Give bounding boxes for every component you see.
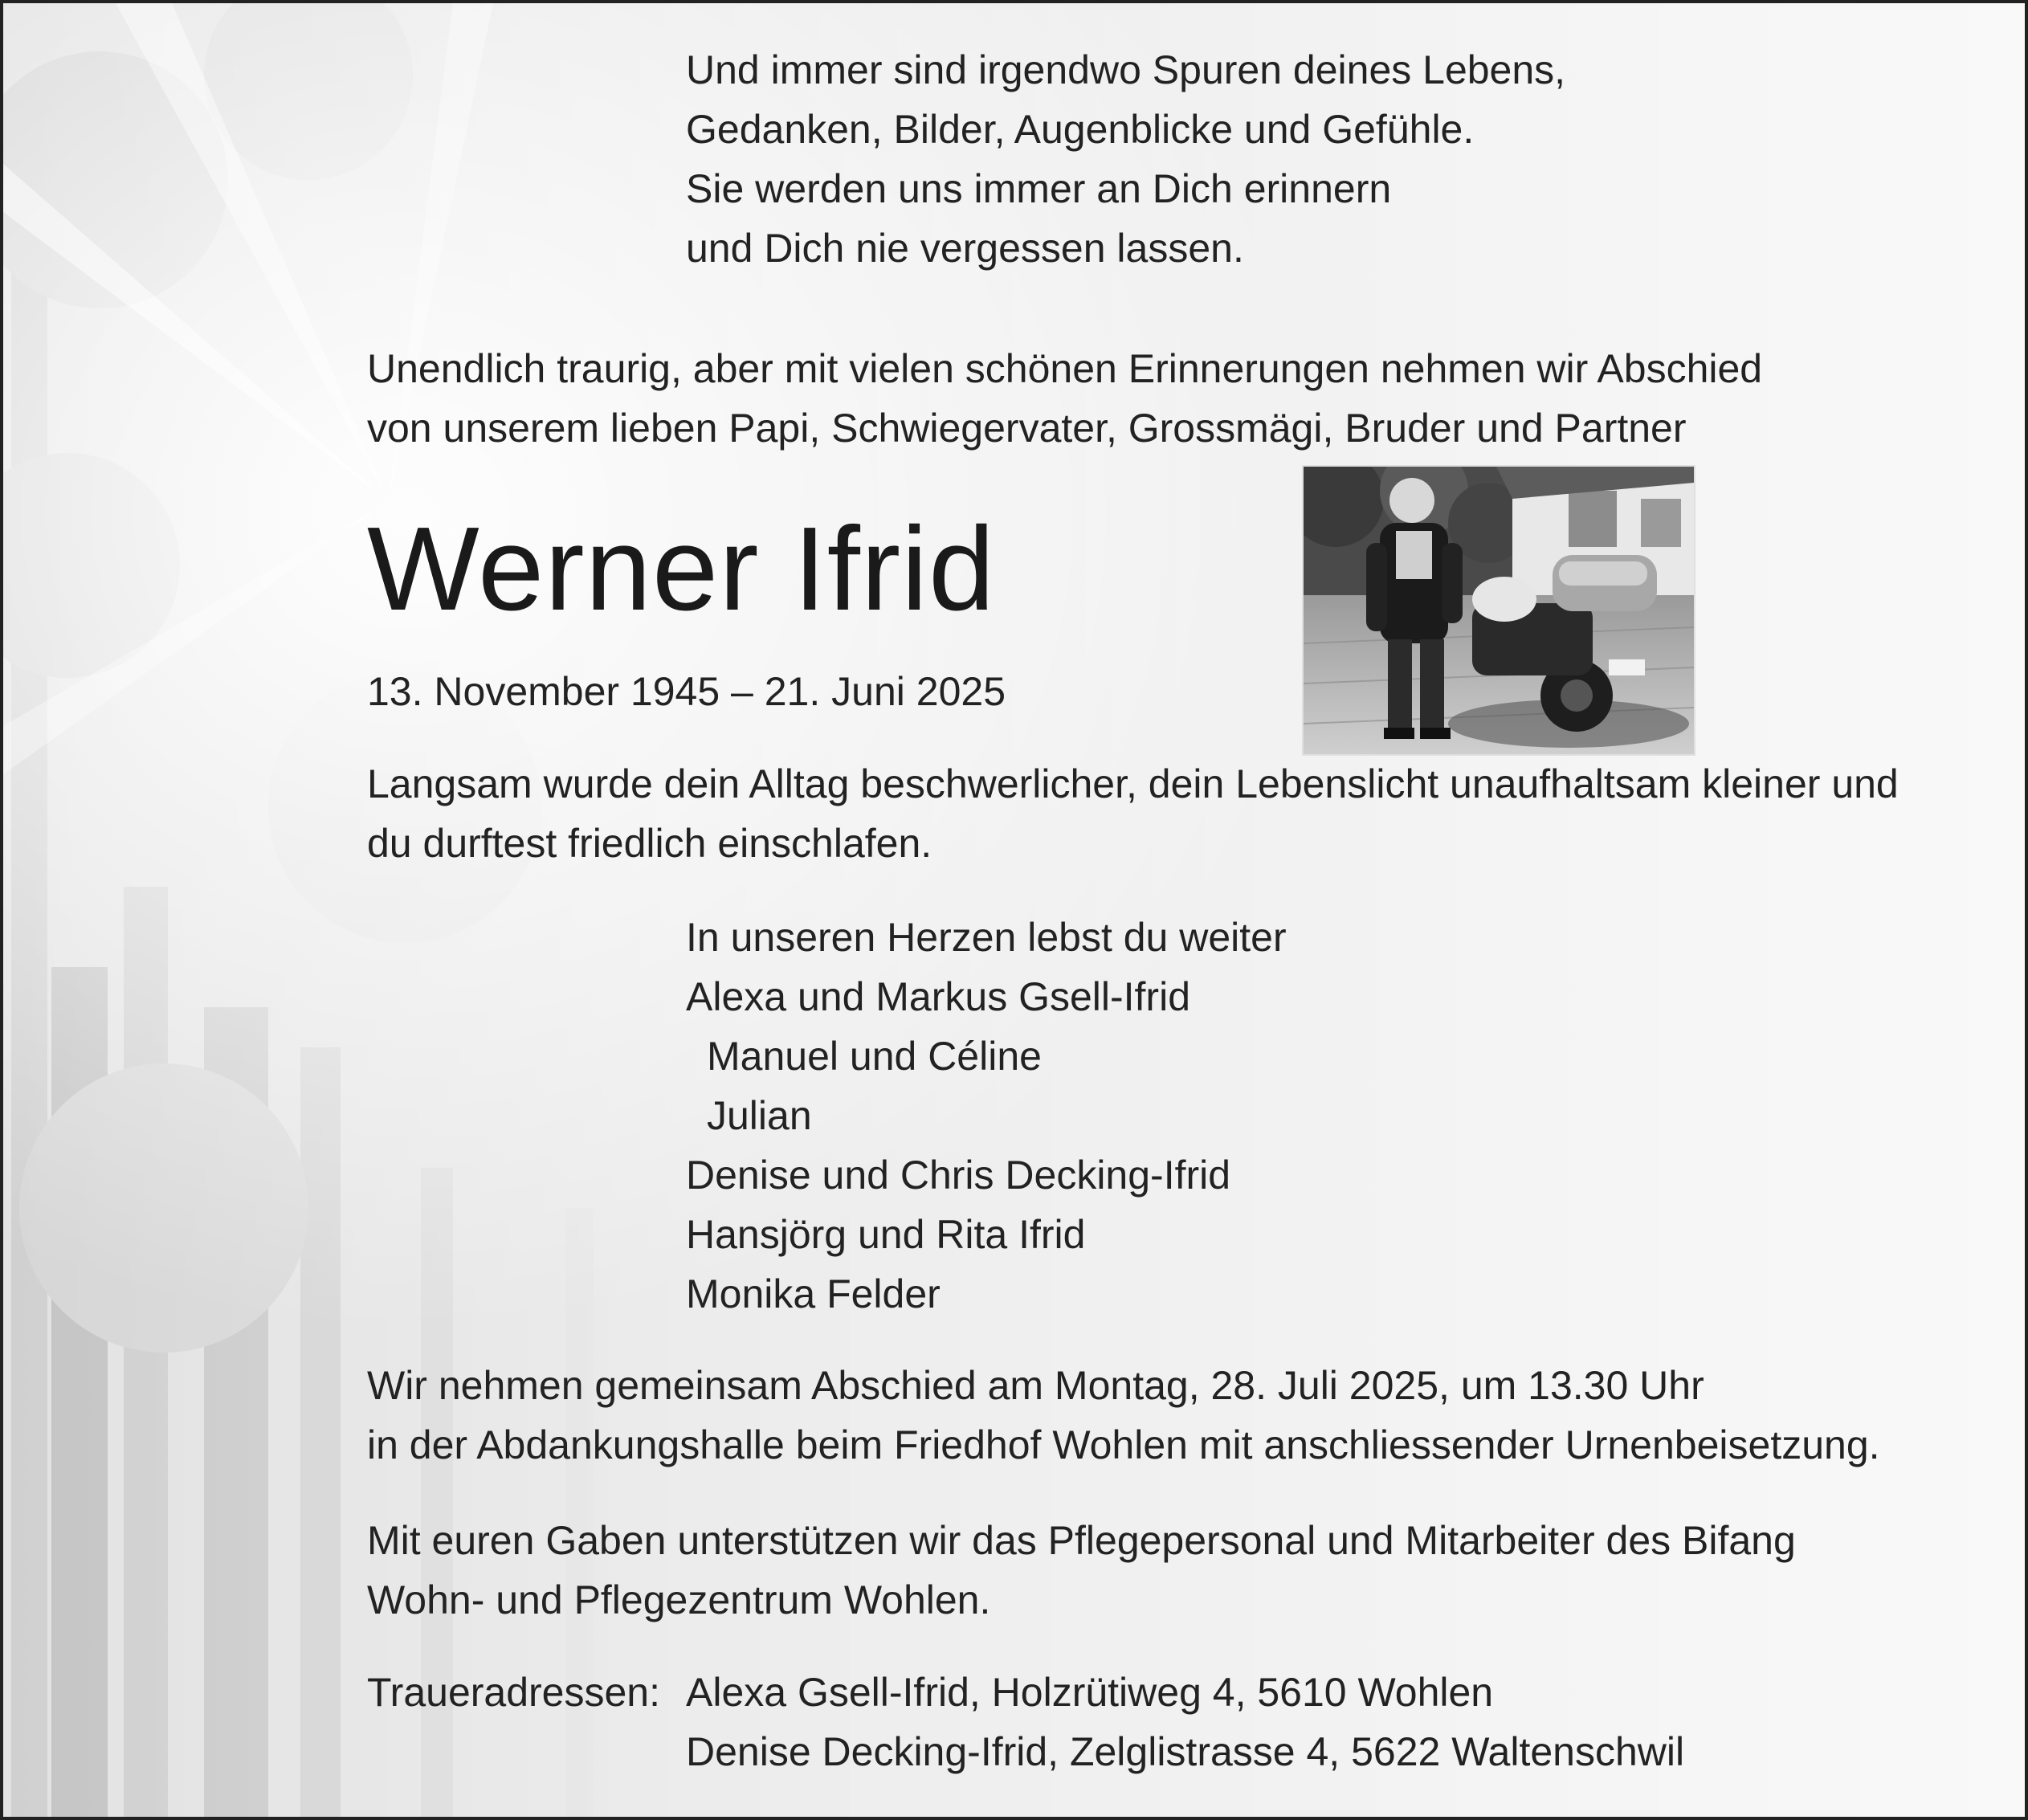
mourner: Manuel und Céline [707, 1034, 1042, 1079]
mourner: Julian [707, 1093, 812, 1138]
deceased-name: Werner Ifrid [367, 503, 996, 635]
mourner: Hansjörg und Rita Ifrid [686, 1212, 1086, 1257]
poem-line: Und immer sind irgendwo Spuren deines Lebens, [686, 47, 1566, 92]
life-dates: 13. November 1945 – 21. Juni 2025 [367, 669, 1006, 714]
mourner: Denise und Chris Decking-Ifrid [686, 1153, 1231, 1198]
ceremony-line: Wir nehmen gemeinsam Abschied am Montag, 28. Juli 2025, um 13.30 Uhr [367, 1363, 1704, 1408]
farewell-line: Langsam wurde dein Alltag beschwerlicher, dein Lebenslicht unaufhaltsam kleiner und [367, 761, 1899, 806]
poem-line: und Dich nie vergessen lassen. [686, 226, 1244, 271]
address-line: Alexa Gsell-Ifrid, Holzrütiweg 4, 5610 Wohlen [686, 1670, 1494, 1715]
donations-line: Mit euren Gaben unterstützen wir das Pflegepersonal und Mitarbeiter des Bifang [367, 1518, 1796, 1563]
poem-line: Sie werden uns immer an Dich erinnern [686, 166, 1392, 211]
poem-line: Gedanken, Bilder, Augenblicke und Gefühle. [686, 107, 1475, 152]
addresses-label: Traueradressen: [367, 1670, 660, 1715]
portrait-photo [1302, 465, 1695, 756]
farewell-line: du durftest friedlich einschlafen. [367, 821, 932, 866]
intro-line: Unendlich traurig, aber mit vielen schönen Erinnerungen nehmen wir Abschied [367, 346, 1763, 391]
man-with-motorcycle-image [1304, 467, 1694, 754]
address-line: Denise Decking-Ifrid, Zelglistrasse 4, 5622 Waltenschwil [686, 1729, 1685, 1774]
mourner: Alexa und Markus Gsell-Ifrid [686, 974, 1191, 1019]
mourner: Monika Felder [686, 1271, 941, 1316]
donations-line: Wohn- und Pflegezentrum Wohlen. [367, 1577, 991, 1622]
ceremony-line: in der Abdankungshalle beim Friedhof Wohlen mit anschliessender Urnenbeisetzung. [367, 1422, 1880, 1467]
intro-line: von unserem lieben Papi, Schwiegervater, Grossmägi, Bruder und Partner [367, 406, 1687, 451]
mourners-heading: In unseren Herzen lebst du weiter [686, 915, 1287, 960]
